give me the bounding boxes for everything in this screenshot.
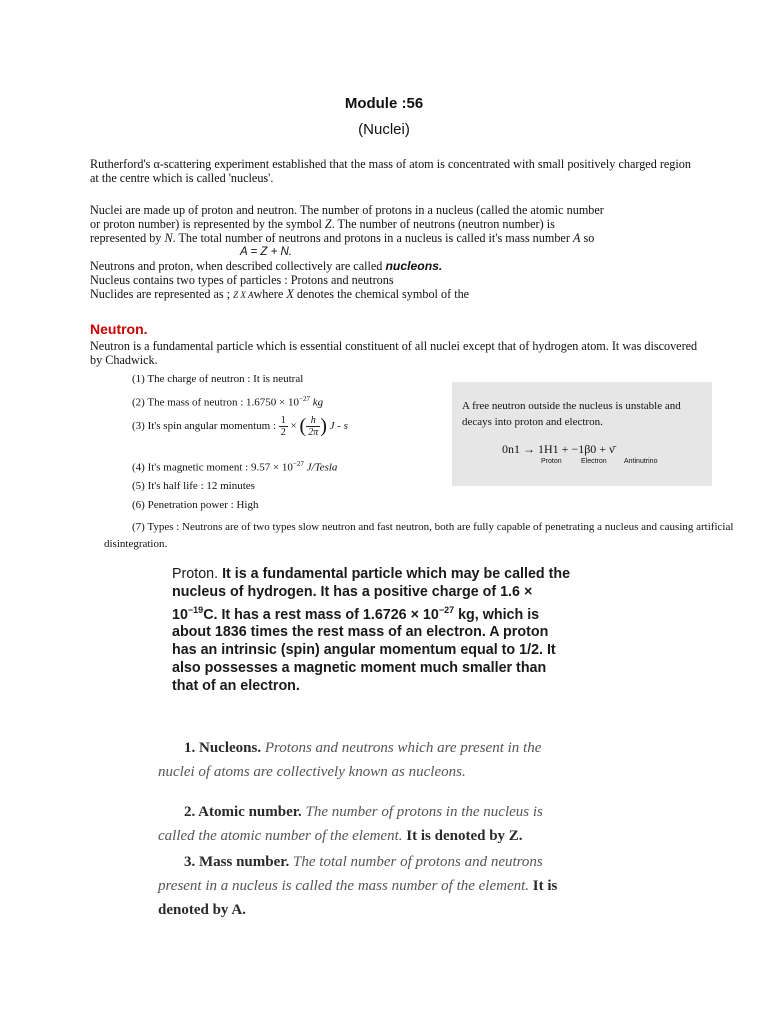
label-electron: Electron (581, 458, 607, 465)
neutron-mass: (2) The mass of neutron : $1.6750 \times 10^{-27}$ kg (132, 395, 324, 409)
page-title: Module :56 (344, 95, 424, 112)
intro-line-1: Nuclei are made up of proton and neutron. The number of protons in a nucleus (called the atomic number (90, 203, 604, 217)
label-proton: Proton (541, 458, 562, 465)
page-subtitle: (Nuclei) (358, 121, 410, 138)
definition-nucleons: 1. Nucleons. Protons and neutrons which are present in the nuclei of atoms are collectively known as nucleons. (158, 740, 542, 780)
neutron-charge: (1) The charge of neutron : It is neutral (132, 373, 304, 385)
intro-line-3: represented by N. The total number of neutrons and protons in a nucleus is called it's mass number A so (90, 231, 595, 245)
label-antineutrino: Antinutrino (624, 458, 658, 465)
neutron-types: (7) Types : Neutrons are of two types slow neutron and fast neutron, both are fully capable of penetrating a nucleus and causing artificial disintegration. (104, 521, 734, 550)
definition-atomic-number: 2. Atomic number. The number of protons in the nucleus is called the atomic number of the element. It is denoted by Z. (158, 804, 543, 844)
definition-mass-number: 3. Mass number. The total number of protons and neutrons present in a nucleus is called the mass number of the element. It is denoted by A. (158, 854, 558, 918)
intro-paragraph-2 (90, 203, 700, 302)
neutron-magnetic-moment: (4) It's magnetic moment : $9.57 \times 10^{-27}$ J/Tesla (132, 460, 338, 474)
neutron-penetration: (6) Penetration power : High (132, 499, 259, 511)
intro-line-2: or proton number) is represented by the symbol Z. The number of neutrons (neutron number) is (90, 217, 555, 231)
nuclides-line: Nuclides are represented as ; Z X Awhere X denotes the chemical symbol of the (90, 287, 470, 301)
decay-text: A free neutron outside the nucleus is unstable and decays into proton and electron. (462, 400, 681, 428)
particles-line: Nucleus contains two types of particles : Protons and neutrons (90, 273, 394, 287)
intro-paragraph-1 (90, 157, 700, 185)
decay-equation: 0n1 → 1H1 + −1β0 + ν̄ (502, 442, 615, 456)
neutron-decay-box (452, 382, 712, 486)
neutron-half-life: (5) It's half life : 12 minutes (132, 480, 255, 492)
neutron-heading: Neutron. (90, 321, 148, 337)
neutron-description: Neutron is a fundamental particle which is essential constituent of all nuclei except that of hydrogen atom. It was discovered by Chadwick. (90, 339, 698, 367)
neutron-spin: (3) It's spin angular momentum : $\frac{1}{2}$ × ( $\frac{h}{2\pi}$ ) J - s (132, 415, 348, 438)
nucleons-line: Neutrons and proton, when described collectively are called nucleons. (90, 259, 443, 273)
mass-number-formula: A = Z + N. (240, 246, 292, 258)
proton-paragraph: Proton. It is a fundamental particle which may be called the nucleus of hydrogen. It has a positive charge of $1.6 \times 10^{-19}C$. It has a rest mass of $1.6726 \times 10^{-27}$ kg, which is about 1836 times the rest mass of an electron. A proton has an intrinsic (spin) angular momentum equal to 1/2. It also possesses a magnetic moment much smaller than that of an electron. (172, 566, 571, 694)
intro-text-1: Rutherford's α-scattering experiment established that the mass of atom is concentrated with small positively charged region at the centre which is called 'nucleus'. (90, 157, 691, 185)
proton-heading: Proton. (172, 566, 219, 582)
